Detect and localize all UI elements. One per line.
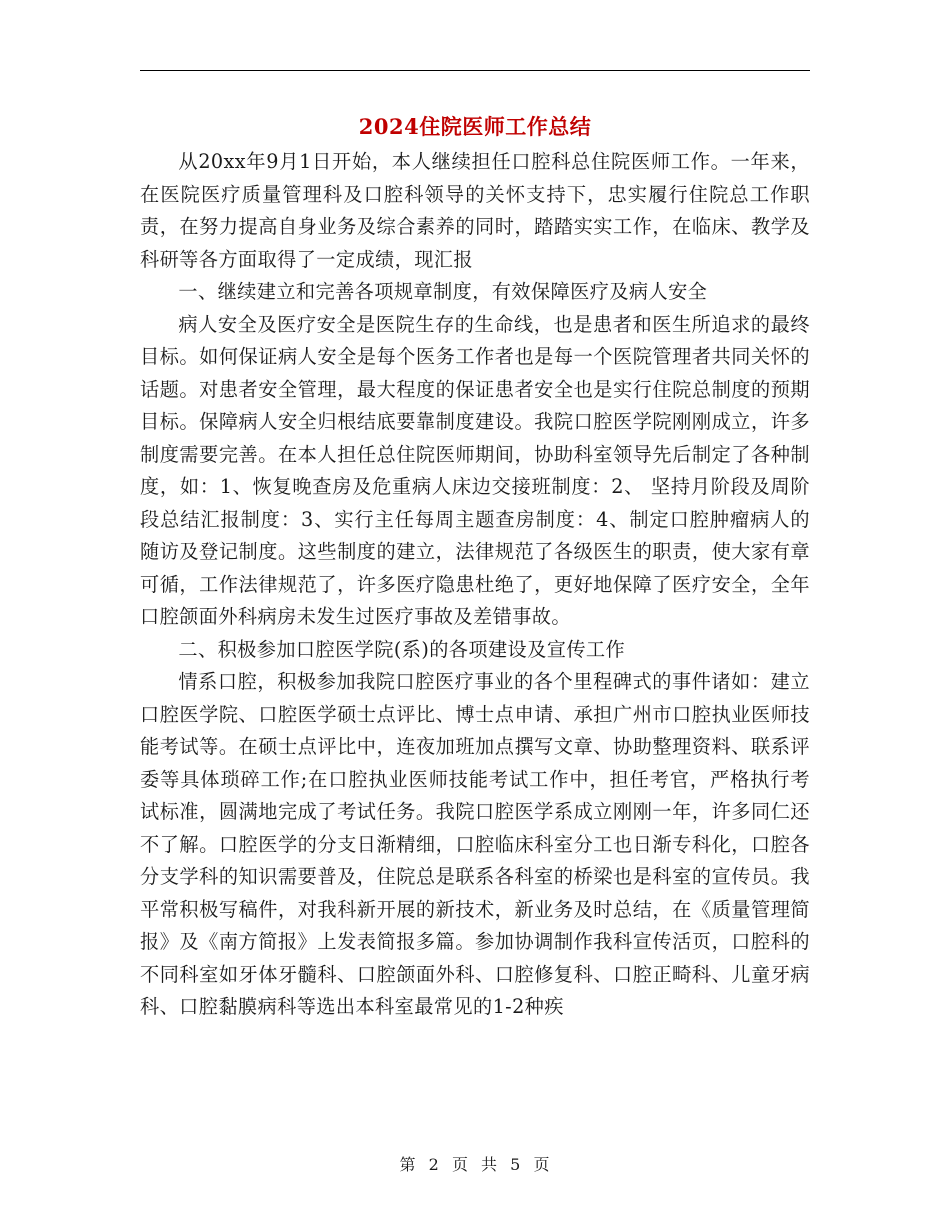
footer-page-number: 2: [428, 1155, 440, 1174]
paragraph-intro: 从20xx年9月1日开始，本人继续担任口腔科总住院医师工作。一年来，在医院医疗质量管理科及口腔科领导的关怀支持下，忠实履行住院总工作职责，在努力提高自身业务及综合素养的同时，踏踏实实工作，在临床、教学及科研等各方面取得了一定成绩，现汇报: [140, 150, 810, 271]
header-rule: [140, 70, 810, 71]
footer-total-word: 共: [481, 1155, 499, 1174]
paragraph-promotion: 情系口腔，积极参加我院口腔医疗事业的各个里程碑式的事件诸如：建立口腔医学院、口腔医学硕士点评比、博士点申请、承担广州市口腔执业医师技能考试等。在硕士点评比中，连夜加班加点撰写文章、协助整理资料、联系评委等具体琐碎工作;在口腔执业医师技能考试工作中，担任考官，严格执行考试标准，圆满地完成了考试任务。我院口腔医学系成立刚刚一年，许多同仁还不了解。口腔医学的分支日渐精细，口腔临床科室分工也日渐专科化，口腔各分支学科的知识需要普及，住院总是联系各科室的桥梁也是科室的宣传员。我平常积极写稿件，对我科新开展的新技术，新业务及时总结，在《质量管理简报》及《南方简报》上发表简报多篇。参加协调制作我科宣传活页，口腔科的不同科室如牙体牙髓科、口腔颌面外科、口腔修复科、口腔正畸科、儿童牙病科、口腔黏膜病科等选出本科室最常见的1-2种疾: [140, 670, 810, 1018]
document-title: 2024住院医师工作总结: [358, 114, 592, 139]
page-footer: [0, 1152, 950, 1175]
section-heading-1: 一、继续建立和完善各项规章制度，有效保障医疗及病人安全: [178, 280, 708, 303]
paragraph-safety: 病人安全及医疗安全是医院生存的生命线，也是患者和医生所追求的最终目标。如何保证病人安全是每个医务工作者也是每一个医院管理者共同关怀的话题。对患者安全管理，最大程度的保证患者安全也是实行住院总制度的预期目标。保障病人安全归根结底要靠制度建设。我院口腔医学院刚刚成立，许多制度需要完善。在本人担任总住院医师期间，协助科室领导先后制定了各种制度，如：1、恢复晚查房及危重病人床边交接班制度：2、 坚持月阶段及周阶段总结汇报制度：3、实行主任每周主题查房制度：4、制定口腔肿瘤病人的随访及登记制度。这些制度的建立，法律规范了各级医生的职责，使大家有章可循，工作法律规范了，许多医疗隐患杜绝了，更好地保障了医疗安全，全年口腔颌面外科病房未发生过医疗事故及差错事故。: [140, 312, 810, 628]
footer-suffix: 页: [533, 1155, 551, 1174]
document-body: [140, 146, 810, 1024]
footer-prefix: 第: [399, 1155, 417, 1174]
footer-total-pages: 5: [510, 1155, 522, 1174]
footer-page-word: 页: [451, 1155, 469, 1174]
section-heading-2: 二、积极参加口腔医学院(系)的各项建设及宣传工作: [178, 637, 626, 661]
